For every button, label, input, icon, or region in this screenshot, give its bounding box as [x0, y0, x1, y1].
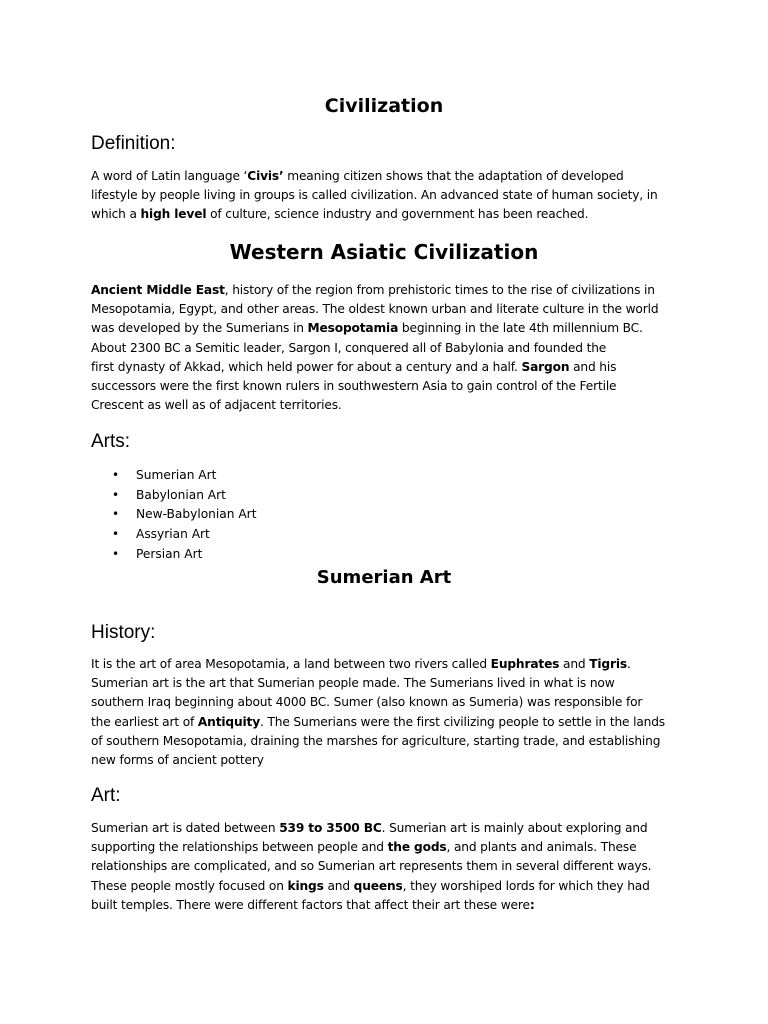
text-run: new forms of ancient pottery [91, 753, 264, 768]
text-line [91, 167, 681, 186]
text-line [91, 877, 681, 896]
text-run: and his [569, 359, 617, 374]
western-asiatic-paragraph [91, 281, 681, 415]
text-line [91, 655, 681, 674]
bold-text: Euphrates [490, 657, 560, 671]
definition-heading: Definition: [91, 133, 176, 154]
text-run: , history of the region from prehistoric times to the rise of civilizations in [224, 283, 655, 297]
art-paragraph [91, 819, 681, 915]
text-line [91, 674, 681, 693]
text-run: the earliest art of [91, 714, 198, 729]
text-run: supporting the relationships between people and [91, 840, 388, 855]
bold-text: Tigris [589, 657, 627, 671]
sumerian-art-title: Sumerian Art [316, 567, 452, 588]
text-line [91, 751, 681, 770]
text-run: first dynasty of Akkad, which held power for about a century and a half. [91, 359, 522, 374]
bold-text: high level [140, 207, 207, 222]
arts-list [112, 466, 256, 564]
text-run: About 2300 BC a Semitic leader, Sargon I, conquered all of Babylonia and founded the [91, 340, 607, 355]
art-heading: Art: [91, 785, 121, 806]
text-line [91, 377, 681, 396]
list-item: • New-Babylonian Art [112, 505, 256, 525]
text-run: , they worshiped lords for which they had [402, 878, 650, 893]
text-run: Crescent as well as of adjacent territories. [91, 398, 342, 413]
bullet-icon: • [112, 546, 120, 561]
history-heading: History: [91, 622, 156, 643]
text-line [91, 186, 681, 205]
list-item: • Assyrian Art [112, 525, 256, 545]
text-line [91, 281, 681, 300]
bold-text: Ancient Middle East [91, 283, 225, 297]
text-run: It is the art of area Mesopotamia, a land between two rivers called [91, 657, 491, 671]
text-run: Sumerian art is dated between [91, 821, 280, 835]
text-run: was developed by the Sumerians in [91, 321, 308, 336]
bullet-icon: • [112, 468, 120, 482]
text-run: beginning in the late 4th millennium BC. [398, 321, 643, 336]
text-run: lifestyle by people living in groups is called civilization. An advanced state of human society, in [91, 188, 658, 203]
text-line [91, 396, 681, 415]
text-line [91, 205, 681, 224]
bold-text: queens [353, 878, 403, 893]
text-line [91, 732, 681, 751]
bold-text: the gods [387, 840, 447, 855]
text-line [91, 857, 681, 876]
bold-text: Antiquity [197, 714, 261, 729]
text-line [91, 339, 681, 358]
bold-text: kings [287, 878, 324, 893]
definition-paragraph [91, 167, 681, 225]
text-run: . Sumerian art is mainly about exploring and [381, 821, 648, 835]
text-run: . [627, 657, 631, 671]
bullet-icon: • [112, 487, 120, 502]
text-run: of southern Mesopotamia, draining the marshes for agriculture, starting trade, and establishing [91, 733, 661, 748]
text-run: , and plants and animals. These [446, 840, 637, 855]
bold-text: Mesopotamia [307, 321, 399, 336]
text-run: built temples. There were different factors that affect their art these were [91, 897, 530, 912]
text-run: Sumerian art is the art that Sumerian people made. The Sumerians lived in what is now [91, 676, 615, 691]
text-run: A word of Latin language ‘ [91, 169, 248, 183]
text-run: Mesopotamia, Egypt, and other areas. The oldest known urban and literate culture in the world [91, 302, 659, 317]
bold-text: : [529, 897, 535, 912]
western-asiatic-title: Western Asiatic Civilization [229, 240, 539, 264]
text-run: . The Sumerians were the first civilizing people to settle in the lands [260, 714, 666, 729]
list-item: • Persian Art [112, 545, 256, 565]
text-line [91, 693, 681, 712]
text-run: meaning citizen shows that the adaptation of developed [283, 169, 624, 183]
text-line [91, 896, 681, 915]
list-item: • Sumerian Art [112, 466, 256, 486]
text-run: and [323, 878, 354, 893]
text-line [91, 300, 681, 319]
text-run: successors were the first known rulers in southwestern Asia to gain control of the Fertile [91, 379, 617, 394]
text-run: These people mostly focused on [91, 878, 288, 893]
text-run: and [559, 657, 590, 671]
text-line [91, 838, 681, 857]
list-item: • Babylonian Art [112, 486, 256, 506]
bold-text: 539 to 3500 BC [279, 821, 382, 835]
bold-text: Sargon [521, 359, 570, 374]
arts-heading: Arts: [91, 431, 131, 452]
text-line [91, 319, 681, 338]
text-run: southern Iraq beginning about 4000 BC. Sumer (also known as Sumeria) was responsible for [91, 695, 643, 710]
text-line [91, 819, 681, 838]
bullet-icon: • [112, 507, 120, 522]
text-line [91, 713, 681, 732]
text-run: relationships are complicated, and so Sumerian art represents them in several different ways. [91, 859, 652, 874]
bullet-icon: • [112, 527, 120, 542]
bold-text: Civis’ [247, 169, 284, 183]
page-title: Civilization [324, 95, 444, 117]
history-paragraph [91, 655, 681, 770]
text-line [91, 358, 681, 377]
text-run: of culture, science industry and government has been reached. [206, 207, 589, 222]
text-run: which a [91, 207, 141, 222]
